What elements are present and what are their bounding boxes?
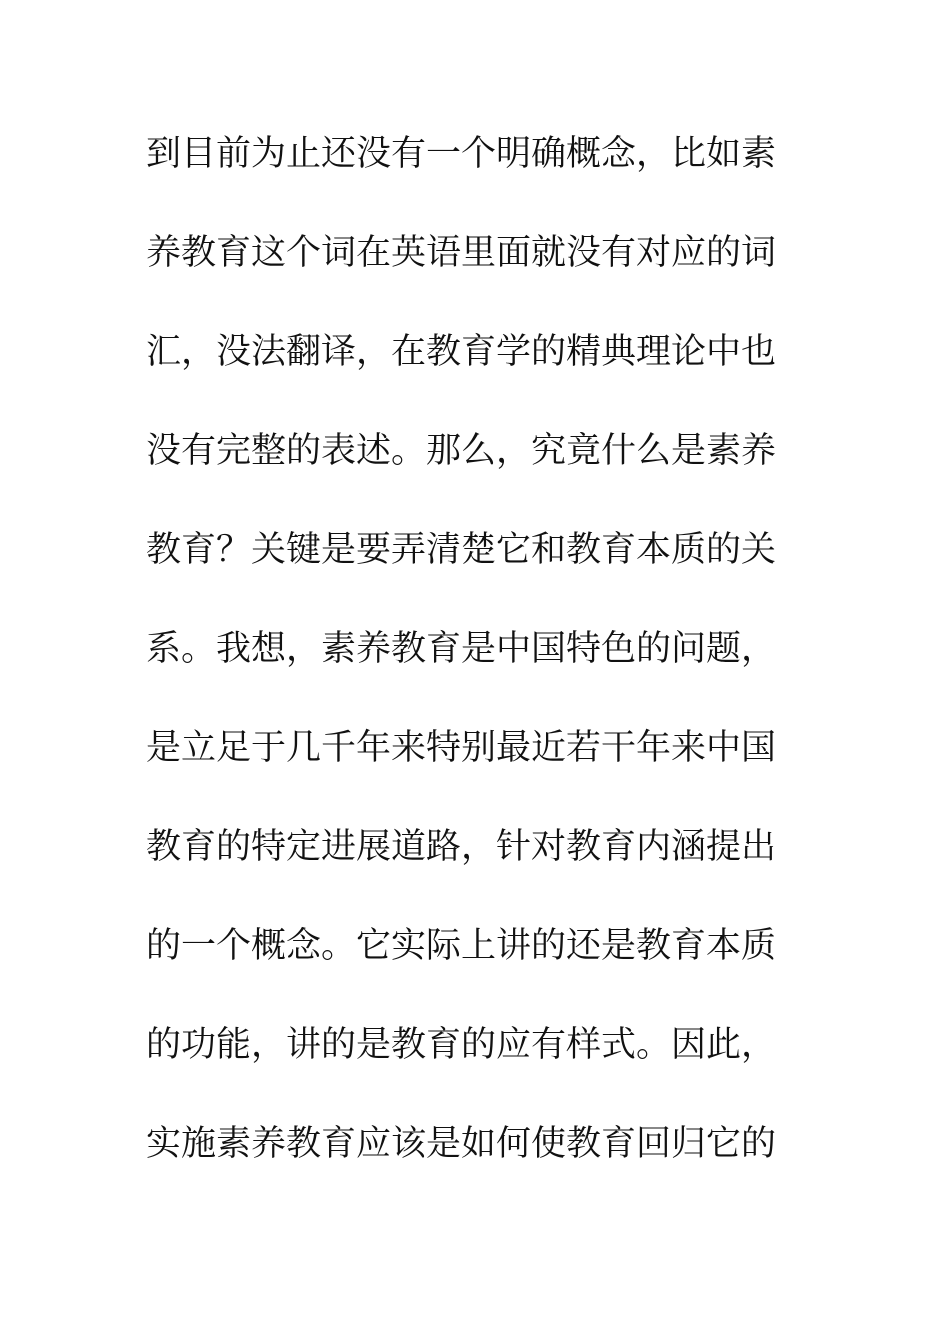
text-line-4: 没有完整的表述。那么，究竟什么是素养 xyxy=(146,431,777,471)
text-line-10: 的功能，讲的是教育的应有样式。因此， xyxy=(146,1025,777,1065)
text-line-2: 养教育这个词在英语里面就没有对应的词 xyxy=(146,233,777,273)
text-line-1: 到目前为止还没有一个明确概念，比如素 xyxy=(146,134,777,174)
text-line-7: 是立足于几千年来特别最近若干年来中国 xyxy=(146,728,777,768)
text-line-5: 教育？关键是要弄清楚它和教育本质的关 xyxy=(146,530,777,570)
text-line-8: 教育的特定进展道路，针对教育内涵提出 xyxy=(146,827,777,867)
text-line-3: 汇，没法翻译，在教育学的精典理论中也 xyxy=(146,332,777,372)
body-text xyxy=(146,123,816,1212)
text-line-6: 系。我想，素养教育是中国特色的问题， xyxy=(146,629,777,669)
text-line-11: 实施素养教育应该是如何使教育回归它的 xyxy=(146,1124,777,1164)
text-line-9: 的一个概念。它实际上讲的还是教育本质 xyxy=(146,926,777,966)
